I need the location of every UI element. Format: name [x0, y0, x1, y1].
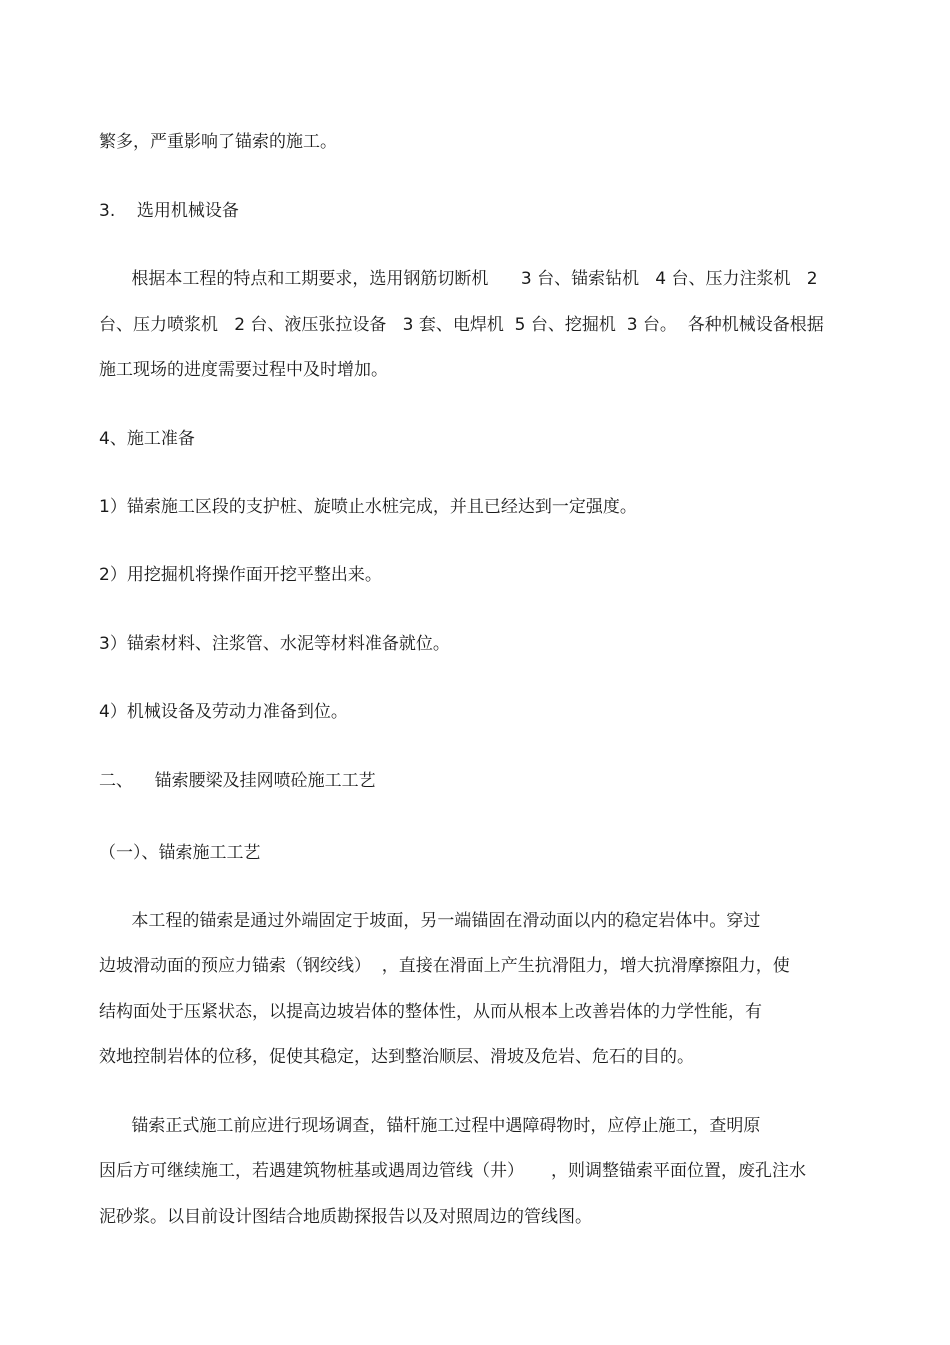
section-heading-3: 3. 选用机械设备 [99, 201, 239, 221]
text-line-5: 施工现场的进度需要过程中及时增加。 [99, 360, 388, 380]
section-heading-4: 4、施工准备 [99, 429, 195, 449]
list-item-2: 2）用挖掘机将操作面开挖平整出来。 [99, 565, 382, 585]
chapter-heading-2: 二、 锚索腰梁及挂网喷砼施工工艺 [99, 771, 376, 791]
text-line-19: 泥砂浆。以目前设计图结合地质勘探报告以及对照周边的管线图。 [99, 1207, 592, 1227]
text-line-1: 繁多，严重影响了锚索的施工。 [99, 132, 337, 152]
text-line-4: 台、压力喷浆机 2 台、液压张拉设备 3 套、电焊机 5 台、挖掘机 3 台。 各种机械设备根据 [99, 315, 824, 335]
text-line-16: 效地控制岩体的位移，促使其稳定，达到整治顺层、滑坡及危岩、危石的目的。 [99, 1047, 694, 1067]
list-item-4: 4）机械设备及劳动力准备到位。 [99, 702, 348, 722]
text-line-3: 根据本工程的特点和工期要求，选用钢筋切断机 3 台、锚索钻机 4 台、压力注浆机 2 [99, 269, 818, 289]
text-line-14: 边坡滑动面的预应力锚索（钢绞线） ，直接在滑面上产生抗滑阻力，增大抗滑摩擦阻力，使 [99, 956, 790, 976]
text-line-15: 结构面处于压紧状态，以提高边坡岩体的整体性，从而从根本上改善岩体的力学性能，有 [99, 1002, 762, 1022]
text-line-18: 因后方可继续施工，若遇建筑物桩基或遇周边管线（井） ，则调整锚索平面位置，废孔注水 [99, 1161, 807, 1181]
subsection-heading-1: （一）、锚索施工工艺 [99, 843, 261, 863]
text-line-13: 本工程的锚索是通过外端固定于坡面，另一端锚固在滑动面以内的稳定岩体中。穿过 [99, 911, 761, 931]
list-item-3: 3）锚索材料、注浆管、水泥等材料准备就位。 [99, 634, 450, 654]
text-line-17: 锚索正式施工前应进行现场调查，锚杆施工过程中遇障碍物时，应停止施工，查明原 [99, 1116, 761, 1136]
list-item-1: 1）锚索施工区段的支护桩、旋喷止水桩完成，并且已经达到一定强度。 [99, 497, 637, 517]
